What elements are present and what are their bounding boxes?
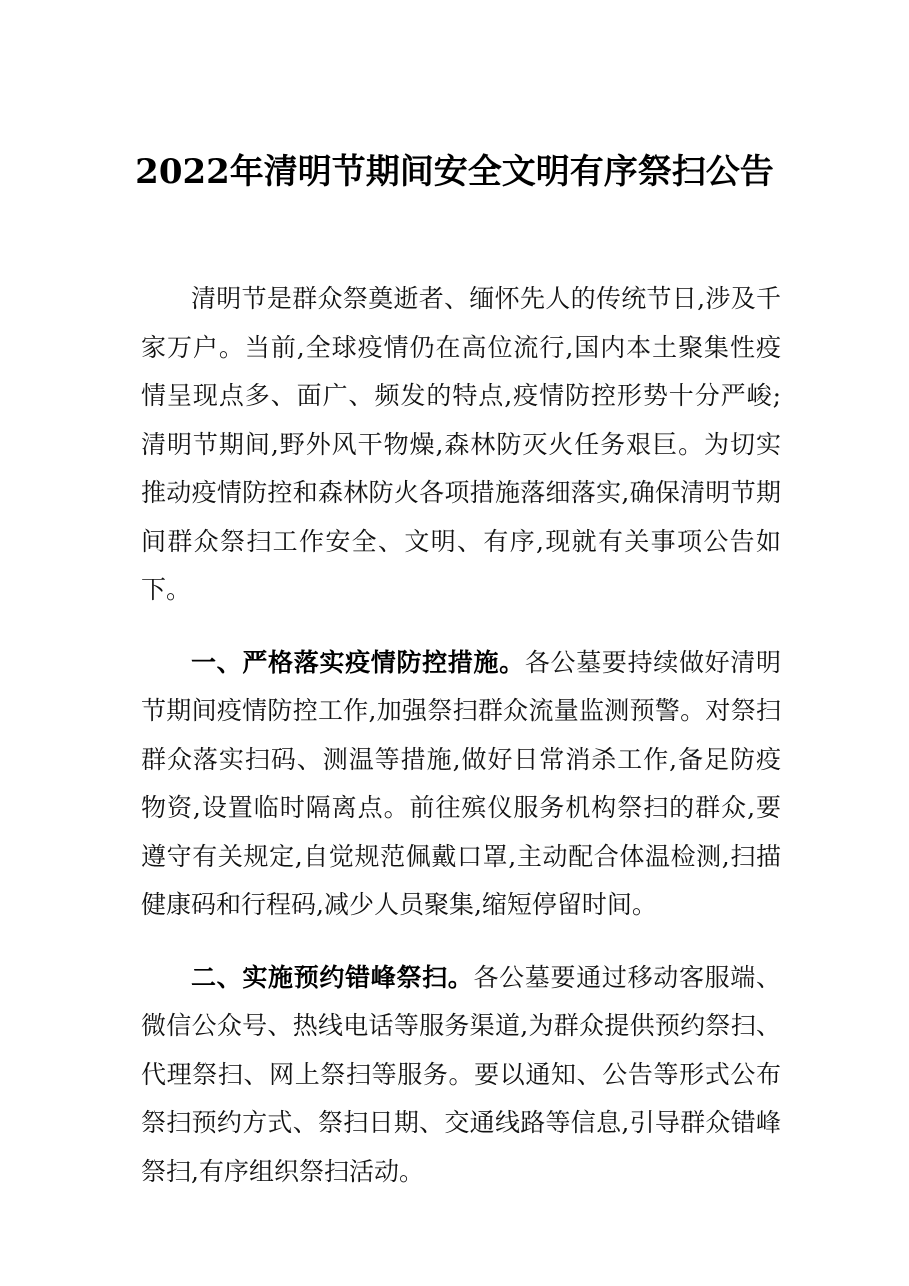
intro-paragraph — [141, 275, 781, 615]
section-1-text: 各公墓要持续做好清明节期间疫情防控工作,加强祭扫群众流量监测预警。对祭扫群众落实扫码、测温等措施,做好日常消杀工作,备足防疫物资,设置临时隔离点。前往殡仪服务机构祭扫的群众,要遵守有关规定,自觉规范佩戴口罩,主动配合体温检测,扫描健康码和行程码,减少人员聚集,缩短停留时间。 — [141, 647, 781, 919]
section-2-paragraph — [141, 954, 781, 1197]
section-2-text: 各公墓要通过移动客服端、微信公众号、热线电话等服务渠道,为群众提供预约祭扫、代理祭扫、网上祭扫等服务。要以通知、公告等形式公布祭扫预约方式、祭扫日期、交通线路等信息,引导群众错峰祭扫,有序组织祭扫活动。 — [141, 962, 781, 1186]
section-1-paragraph — [141, 639, 781, 930]
document-title: 2022年清明节期间安全文明有序祭扫公告 — [135, 152, 774, 192]
paragraph-text: 清明节是群众祭奠逝者、缅怀先人的传统节日,涉及千家万户。当前,全球疫情仍在高位流行,国内本土聚集性疫情呈现点多、面广、频发的特点,疫情防控形势十分严峻;清明节期间,野外风干物燥,森林防灭火任务艰巨。为切实推动疫情防控和森林防火各项措施落细落实,确保清明节期间群众祭扫工作安全、文明、有序,现就有关事项公告如下。 — [141, 284, 781, 604]
document-body — [141, 275, 781, 1196]
section-2-heading: 二、实施预约错峰祭扫。 — [191, 962, 474, 992]
section-1-heading: 一、严格落实疫情防控措施。 — [191, 647, 525, 677]
